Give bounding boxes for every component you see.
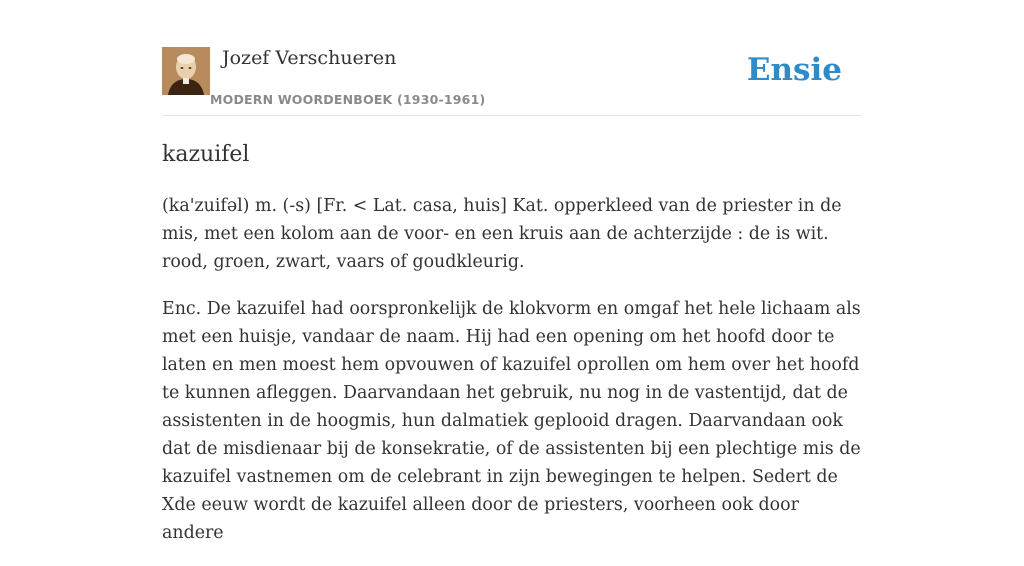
encyclopedic-paragraph: Enc. De kazuifel had oorspronkelijk de klokvorm en omgaf het hele lichaam als met een huisje, vandaar de naam. Hij had een opening om het hoofd door te laten en men moest hem opvouwen of kazuifel oprollen om hem over het hoofd te kunnen afleggen. Daarvandaan het gebruik, nu nog in de vastentijd, dat de assistenten in de hoogmis, hun dalmatiek geplooid dragen. Daarvandaan ook dat de misdienaar bij de konsekratie, of de assistenten bij een plechtige mis de kazuifel vastnemen om de celebrant in zijn bewegingen te helpen. Sedert de Xde eeuw wordt de kazuifel alleen door de priesters, voorheen ook door andere [162,299,861,543]
brand-logo[interactable]: Ensie [746,52,842,88]
source-label[interactable]: MODERN WOORDENBOEK (1930-1961) [210,92,486,107]
entry-title: kazuifel [162,142,250,167]
header-divider [162,115,862,116]
avatar[interactable] [162,47,210,95]
author-portrait-icon [162,47,210,95]
header [162,46,862,116]
author-name[interactable]: Jozef Verschueren [222,47,397,69]
definition-paragraph: (ka'zuifəl) m. (-s) [Fr. < Lat. casa, huis] Kat. opperkleed van de priester in de mis, met een kolom aan de voor- en een kruis aan de achterzijde : de is wit. rood, groen, zwart, vaars of goudkleurig. [162,196,842,272]
entry-content [162,192,862,566]
